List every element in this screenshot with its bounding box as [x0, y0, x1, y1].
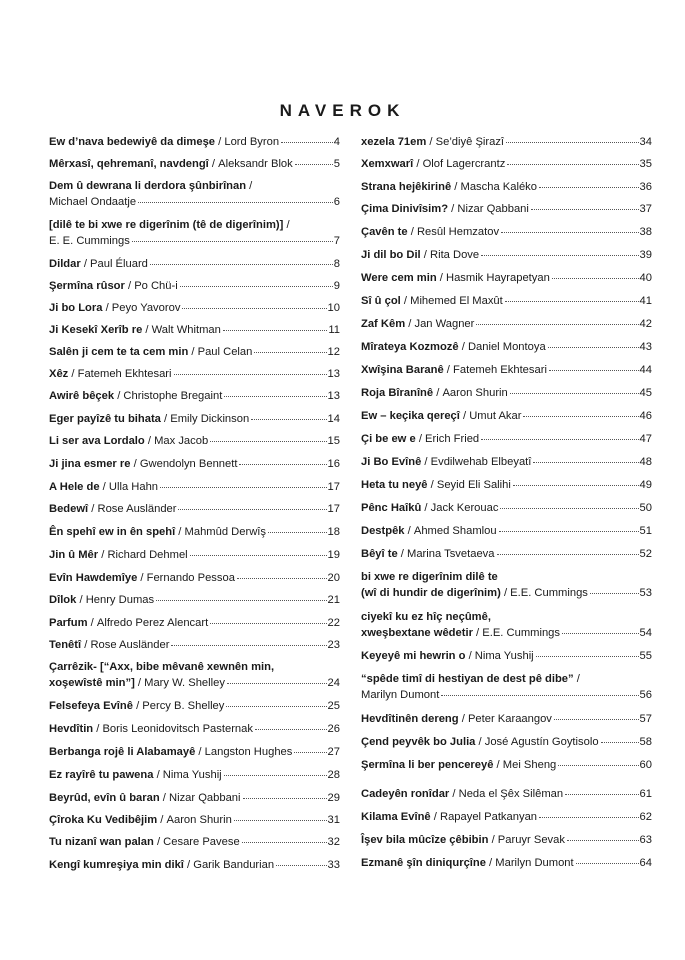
toc-entry[interactable]: Dem û dewrana li derdora şûnbirînan / Michael Ondaatje 6	[49, 180, 340, 208]
toc-entry[interactable]: Roja Bîranînê / Aaron Shurin 45	[361, 387, 652, 399]
toc-entry[interactable]: Ji bo Lora / Peyo Yavorov 10	[49, 302, 340, 314]
toc-entry[interactable]: Ji dil bo Dil / Rita Dove 39	[361, 249, 652, 261]
toc-entry[interactable]: Strana hejêkirinê / Mascha Kaléko 36	[361, 181, 652, 193]
toc-entry[interactable]: Ji Kesekî Xerîb re / Walt Whitman 11	[49, 324, 340, 336]
toc-entry[interactable]: Evîn Hawdemîye / Fernando Pessoa 20	[49, 572, 340, 584]
toc-entry[interactable]: Xwîşina Baranê / Fatemeh Ekhtesari 44	[361, 364, 652, 376]
toc-entry[interactable]: “spêde timî di hestiyan de dest pê dibe” / Marilyn Dumont 56	[361, 673, 652, 701]
toc-entry[interactable]: Awirê bêçek / Christophe Bregaint 13	[49, 390, 340, 402]
toc-entry[interactable]: Kilama Evînê / Rapayel Patkanyan 62	[361, 811, 652, 823]
toc-entry[interactable]: [dilê te bi xwe re digerînim (tê de digerînim)] / E. E. Cummings 7	[49, 219, 340, 247]
toc-entry[interactable]: Şermîna rûsor / Po Chü-i 9	[49, 280, 340, 292]
toc-entry[interactable]: A Hele de / Ulla Hahn 17	[49, 481, 340, 493]
toc-entry[interactable]: Destpêk / Ahmed Shamlou 51	[361, 525, 652, 537]
toc-entry[interactable]: Ezmanê şîn diniqurçîne / Marilyn Dumont 64	[361, 857, 652, 869]
toc-entry[interactable]: Çarrêzik- [“Axx, bibe mêvanê xewnên min, xoşewîstê min”] / Mary W. Shelley 24	[49, 661, 340, 689]
toc-entry[interactable]: Heta tu neyê / Seyid Eli Salihi 49	[361, 479, 652, 491]
toc-entry[interactable]: Çend peyvêk bo Julia / José Agustín Goytisolo 58	[361, 736, 652, 748]
toc-entry[interactable]: ciyekî ku ez hîç neçûmê, xweşbextane wêdetir / E.E. Cummings 54	[361, 611, 652, 639]
toc-entry[interactable]: Hevdîtinên dereng / Peter Karaangov 57	[361, 713, 652, 725]
toc-entry[interactable]: Cadeyên ronîdar / Neda el Şêx Silêman 61	[361, 788, 652, 800]
toc-entry[interactable]: Keyeyê mi hewrin o / Nima Yushij 55	[361, 650, 652, 662]
toc-entry[interactable]: Kengî kumreşiya min dikî / Garik Bandurian 33	[49, 859, 340, 871]
toc-entry[interactable]: Felsefeya Evînê / Percy B. Shelley 25	[49, 700, 340, 712]
toc-entry[interactable]: Mîrateya Kozmozê / Daniel Montoya 43	[361, 341, 652, 353]
toc-entry[interactable]: Çavên te / Resûl Hemzatov 38	[361, 226, 652, 238]
toc-entry[interactable]: Parfum / Alfredo Perez Alencart 22	[49, 617, 340, 629]
toc-entry[interactable]: Eger payîzê tu bihata / Emily Dickinson 14	[49, 413, 340, 425]
toc-entry[interactable]: Mêrxasî, qehremanî, navdengî / Aleksandr Blok 5	[49, 158, 340, 170]
toc-entry[interactable]: Were cem min / Hasmik Hayrapetyan 40	[361, 272, 652, 284]
toc-entry[interactable]: Jin û Mêr / Richard Dehmel 19	[49, 549, 340, 561]
toc-entry[interactable]: Dildar / Paul Éluard 8	[49, 258, 340, 270]
toc-entry[interactable]: Şermîna li ber pencereyê / Mei Sheng 60	[361, 759, 652, 771]
toc-entry[interactable]: Bêyî te / Marina Tsvetaeva 52	[361, 548, 652, 560]
toc-entry[interactable]: Ji Bo Evînê / Evdilwehab Elbeyatî 48	[361, 456, 652, 468]
toc-entry[interactable]: Pênc Haîkû / Jack Kerouac 50	[361, 502, 652, 514]
toc-entry[interactable]: Hevdîtin / Boris Leonidovitsch Pasternak 26	[49, 723, 340, 735]
toc-entry[interactable]: Ji jina esmer re / Gwendolyn Bennett 16	[49, 458, 340, 470]
page-title: NAVEROK	[279, 101, 406, 120]
toc-entry[interactable]: Tenêtî / Rose Ausländer 23	[49, 639, 340, 651]
toc-entry[interactable]: xezela 71em / Se’diyê Şirazî 34	[361, 136, 652, 148]
toc-entry[interactable]: Îşev bila mûcîze çêbibin / Paruyr Sevak 63	[361, 834, 652, 846]
toc-entry[interactable]: Çîroka Ku Vedibêjim / Aaron Shurin 31	[49, 814, 340, 826]
toc-entry[interactable]: Bedewî / Rose Ausländer 17	[49, 503, 340, 515]
toc-entry[interactable]: Çima Dinivîsim? / Nizar Qabbani 37	[361, 203, 652, 215]
toc-entry[interactable]: Beyrûd, evîn û baran / Nizar Qabbani 29	[49, 792, 340, 804]
toc-entry[interactable]: Ew d’nava bedewiyê da dimeşe / Lord Byron 4	[49, 136, 340, 148]
toc-entry[interactable]: Salên ji cem te ta cem min / Paul Celan 12	[49, 346, 340, 358]
toc-entry[interactable]: Xemxwarî / Olof Lagercrantz 35	[361, 158, 652, 170]
toc-entry[interactable]: Li ser ava Lordalo / Max Jacob 15	[49, 435, 340, 447]
toc-entry[interactable]: Dîlok / Henry Dumas 21	[49, 594, 340, 606]
toc-entry[interactable]: Ez rayîrê tu pawena / Nima Yushij 28	[49, 769, 340, 781]
toc-entry[interactable]: Zaf Kêm / Jan Wagner 42	[361, 318, 652, 330]
toc-entry[interactable]: Ew – keçika qereçî / Umut Akar 46	[361, 410, 652, 422]
toc-entry[interactable]: Çi be ew e / Erich Fried 47	[361, 433, 652, 445]
toc-entry[interactable]: bi xwe re digerînim dilê te (wî di hundir de digerînim) / E.E. Cummings 53	[361, 571, 652, 599]
toc-entry[interactable]: Ên spehî ew in ên spehî / Mahmûd Derwîş 18	[49, 526, 340, 538]
toc-entry[interactable]: Sî û çol / Mihemed El Maxût 41	[361, 295, 652, 307]
toc-entry[interactable]: Xêz / Fatemeh Ekhtesari 13	[49, 368, 340, 380]
toc-entry[interactable]: Berbanga rojê li Alabamayê / Langston Hughes 27	[49, 746, 340, 758]
toc-entry[interactable]: Tu nizanî wan palan / Cesare Pavese 32	[49, 836, 340, 848]
